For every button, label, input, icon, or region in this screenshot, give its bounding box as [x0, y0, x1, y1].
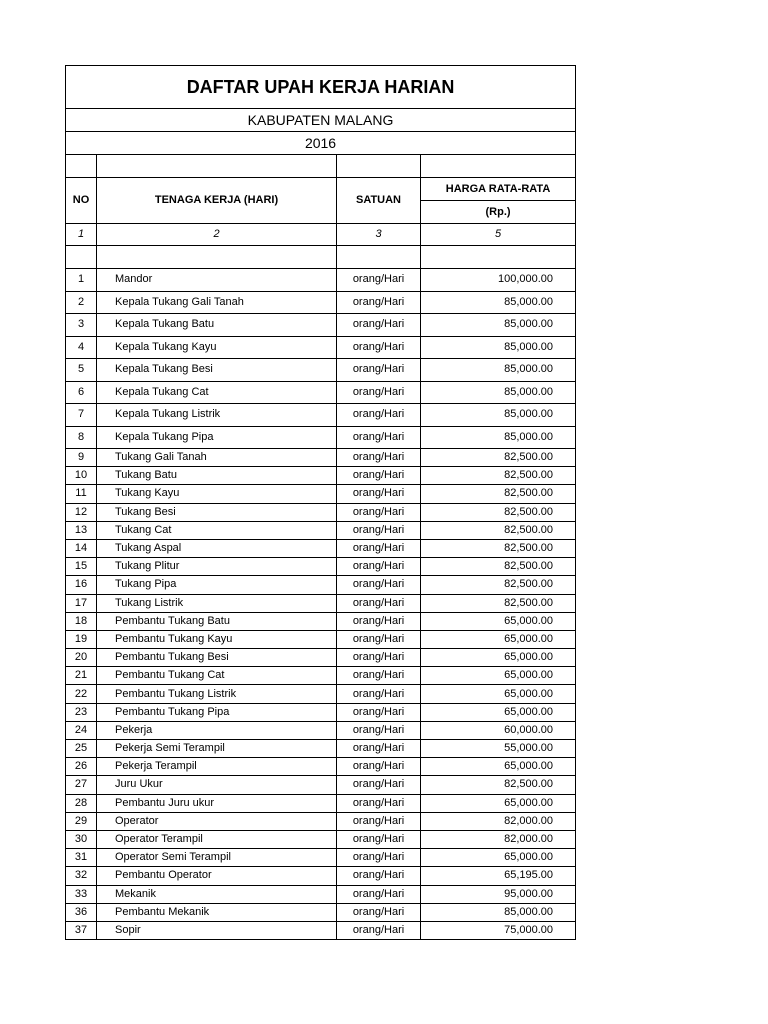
row-price: 55,000.00: [421, 740, 576, 758]
row-labor-name: Kepala Tukang Cat: [97, 381, 337, 404]
table-row: [66, 667, 576, 685]
row-unit: orang/Hari: [337, 794, 421, 812]
row-no: 3: [66, 314, 97, 337]
column-number: 5: [421, 224, 576, 246]
table-row: [66, 649, 576, 667]
row-unit: orang/Hari: [337, 359, 421, 382]
row-unit: orang/Hari: [337, 269, 421, 292]
table-row: [66, 314, 576, 337]
row-price: 100,000.00: [421, 269, 576, 292]
row-labor-name: Pembantu Mekanik: [97, 903, 337, 921]
row-no: 6: [66, 381, 97, 404]
row-price: 82,000.00: [421, 812, 576, 830]
row-no: 13: [66, 521, 97, 539]
row-price: 82,500.00: [421, 467, 576, 485]
table-row: [66, 758, 576, 776]
row-labor-name: Mandor: [97, 269, 337, 292]
row-unit: orang/Hari: [337, 336, 421, 359]
row-price: 85,000.00: [421, 314, 576, 337]
row-price: 82,500.00: [421, 521, 576, 539]
row-labor-name: Kepala Tukang Batu: [97, 314, 337, 337]
table-row: [66, 630, 576, 648]
row-price: 65,000.00: [421, 685, 576, 703]
row-unit: orang/Hari: [337, 594, 421, 612]
row-unit: orang/Hari: [337, 685, 421, 703]
row-unit: orang/Hari: [337, 449, 421, 467]
row-labor-name: Pembantu Tukang Besi: [97, 649, 337, 667]
row-no: 24: [66, 721, 97, 739]
row-price: 82,500.00: [421, 485, 576, 503]
row-no: 14: [66, 539, 97, 557]
row-labor-name: Pembantu Tukang Batu: [97, 612, 337, 630]
table-row: [66, 703, 576, 721]
table-row: [66, 849, 576, 867]
row-labor-name: Pembantu Tukang Pipa: [97, 703, 337, 721]
row-no: 37: [66, 921, 97, 939]
table-row: [66, 721, 576, 739]
row-unit: orang/Hari: [337, 539, 421, 557]
row-price: 65,000.00: [421, 649, 576, 667]
row-price: 85,000.00: [421, 291, 576, 314]
row-price: 60,000.00: [421, 721, 576, 739]
row-no: 36: [66, 903, 97, 921]
table-row: [66, 521, 576, 539]
row-price: 75,000.00: [421, 921, 576, 939]
row-price: 82,000.00: [421, 830, 576, 848]
row-price: 65,000.00: [421, 630, 576, 648]
table-row: [66, 404, 576, 427]
row-unit: orang/Hari: [337, 830, 421, 848]
row-no: 31: [66, 849, 97, 867]
row-no: 32: [66, 867, 97, 885]
row-price: 85,000.00: [421, 336, 576, 359]
row-labor-name: Pekerja Semi Terampil: [97, 740, 337, 758]
row-unit: orang/Hari: [337, 812, 421, 830]
table-row: [66, 291, 576, 314]
row-price: 82,500.00: [421, 558, 576, 576]
table-row: [66, 594, 576, 612]
row-no: 19: [66, 630, 97, 648]
table-row: [66, 359, 576, 382]
row-no: 10: [66, 467, 97, 485]
blank-cell: [337, 155, 421, 178]
table-row: [66, 539, 576, 557]
row-labor-name: Tukang Batu: [97, 467, 337, 485]
row-labor-name: Kepala Tukang Kayu: [97, 336, 337, 359]
header-no: NO: [66, 178, 97, 224]
table-row: [66, 812, 576, 830]
row-no: 26: [66, 758, 97, 776]
table-row: [66, 381, 576, 404]
table-row: [66, 830, 576, 848]
row-price: 65,000.00: [421, 612, 576, 630]
table-row: [66, 503, 576, 521]
table-row: [66, 558, 576, 576]
row-labor-name: Tukang Cat: [97, 521, 337, 539]
table-row: [66, 867, 576, 885]
header-labor: TENAGA KERJA (HARI): [97, 178, 337, 224]
row-unit: orang/Hari: [337, 776, 421, 794]
row-no: 23: [66, 703, 97, 721]
table-row: [66, 426, 576, 449]
row-price: 65,195.00: [421, 867, 576, 885]
row-labor-name: Pembantu Tukang Kayu: [97, 630, 337, 648]
table-row: [66, 921, 576, 939]
blank-cell: [421, 155, 576, 178]
row-labor-name: Pekerja Terampil: [97, 758, 337, 776]
row-unit: orang/Hari: [337, 903, 421, 921]
row-no: 28: [66, 794, 97, 812]
row-labor-name: Operator: [97, 812, 337, 830]
row-price: 85,000.00: [421, 404, 576, 427]
header-price-top: HARGA RATA-RATA: [421, 178, 576, 201]
document-subtitle: KABUPATEN MALANG: [66, 109, 576, 132]
row-unit: orang/Hari: [337, 867, 421, 885]
row-no: 29: [66, 812, 97, 830]
table-row: [66, 885, 576, 903]
blank-cell: [66, 246, 97, 269]
row-no: 25: [66, 740, 97, 758]
row-no: 9: [66, 449, 97, 467]
row-price: 82,500.00: [421, 576, 576, 594]
row-unit: orang/Hari: [337, 921, 421, 939]
row-no: 21: [66, 667, 97, 685]
wage-table: [65, 65, 576, 940]
row-labor-name: Kepala Tukang Listrik: [97, 404, 337, 427]
row-unit: orang/Hari: [337, 612, 421, 630]
row-price: 65,000.00: [421, 758, 576, 776]
row-price: 85,000.00: [421, 903, 576, 921]
table-row: [66, 685, 576, 703]
row-price: 82,500.00: [421, 449, 576, 467]
row-no: 4: [66, 336, 97, 359]
row-no: 33: [66, 885, 97, 903]
row-unit: orang/Hari: [337, 885, 421, 903]
row-unit: orang/Hari: [337, 503, 421, 521]
row-no: 17: [66, 594, 97, 612]
row-price: 82,500.00: [421, 539, 576, 557]
row-unit: orang/Hari: [337, 291, 421, 314]
row-unit: orang/Hari: [337, 667, 421, 685]
row-unit: orang/Hari: [337, 467, 421, 485]
header-price-bottom: (Rp.): [421, 201, 576, 224]
row-no: 20: [66, 649, 97, 667]
blank-cell: [97, 246, 337, 269]
row-unit: orang/Hari: [337, 849, 421, 867]
header-unit: SATUAN: [337, 178, 421, 224]
column-number: 3: [337, 224, 421, 246]
row-price: 82,500.00: [421, 503, 576, 521]
row-labor-name: Mekanik: [97, 885, 337, 903]
document-year: 2016: [66, 132, 576, 155]
column-number: 2: [97, 224, 337, 246]
table-row: [66, 485, 576, 503]
row-labor-name: Kepala Tukang Gali Tanah: [97, 291, 337, 314]
row-price: 65,000.00: [421, 703, 576, 721]
row-labor-name: Operator Semi Terampil: [97, 849, 337, 867]
row-unit: orang/Hari: [337, 521, 421, 539]
row-labor-name: Pembantu Juru ukur: [97, 794, 337, 812]
document-title: DAFTAR UPAH KERJA HARIAN: [66, 66, 576, 109]
wage-table-sheet: [65, 65, 575, 940]
row-labor-name: Kepala Tukang Besi: [97, 359, 337, 382]
row-labor-name: Tukang Plitur: [97, 558, 337, 576]
row-no: 1: [66, 269, 97, 292]
table-row: [66, 612, 576, 630]
row-unit: orang/Hari: [337, 703, 421, 721]
row-labor-name: Tukang Listrik: [97, 594, 337, 612]
row-unit: orang/Hari: [337, 426, 421, 449]
row-price: 95,000.00: [421, 885, 576, 903]
table-row: [66, 449, 576, 467]
blank-cell: [337, 246, 421, 269]
row-unit: orang/Hari: [337, 721, 421, 739]
row-unit: orang/Hari: [337, 485, 421, 503]
row-labor-name: Juru Ukur: [97, 776, 337, 794]
table-row: [66, 269, 576, 292]
row-no: 15: [66, 558, 97, 576]
table-row: [66, 776, 576, 794]
row-labor-name: Tukang Gali Tanah: [97, 449, 337, 467]
row-labor-name: Tukang Aspal: [97, 539, 337, 557]
blank-cell: [66, 155, 97, 178]
table-row: [66, 336, 576, 359]
row-labor-name: Pekerja: [97, 721, 337, 739]
row-no: 22: [66, 685, 97, 703]
row-unit: orang/Hari: [337, 404, 421, 427]
blank-cell: [421, 246, 576, 269]
table-row: [66, 903, 576, 921]
row-labor-name: Pembantu Operator: [97, 867, 337, 885]
row-unit: orang/Hari: [337, 576, 421, 594]
row-price: 85,000.00: [421, 359, 576, 382]
row-unit: orang/Hari: [337, 649, 421, 667]
row-unit: orang/Hari: [337, 630, 421, 648]
row-labor-name: Tukang Besi: [97, 503, 337, 521]
table-row: [66, 794, 576, 812]
row-unit: orang/Hari: [337, 314, 421, 337]
table-row: [66, 740, 576, 758]
row-unit: orang/Hari: [337, 758, 421, 776]
row-labor-name: Pembantu Tukang Cat: [97, 667, 337, 685]
row-no: 2: [66, 291, 97, 314]
row-price: 85,000.00: [421, 426, 576, 449]
row-no: 27: [66, 776, 97, 794]
row-labor-name: Pembantu Tukang Listrik: [97, 685, 337, 703]
row-no: 16: [66, 576, 97, 594]
row-no: 30: [66, 830, 97, 848]
row-labor-name: Operator Terampil: [97, 830, 337, 848]
row-labor-name: Tukang Kayu: [97, 485, 337, 503]
row-price: 65,000.00: [421, 794, 576, 812]
row-unit: orang/Hari: [337, 740, 421, 758]
row-price: 65,000.00: [421, 849, 576, 867]
table-row: [66, 576, 576, 594]
row-no: 5: [66, 359, 97, 382]
row-no: 18: [66, 612, 97, 630]
row-labor-name: Sopir: [97, 921, 337, 939]
table-row: [66, 467, 576, 485]
row-price: 65,000.00: [421, 667, 576, 685]
row-price: 85,000.00: [421, 381, 576, 404]
row-price: 82,500.00: [421, 594, 576, 612]
row-no: 11: [66, 485, 97, 503]
row-unit: orang/Hari: [337, 381, 421, 404]
row-unit: orang/Hari: [337, 558, 421, 576]
row-price: 82,500.00: [421, 776, 576, 794]
column-number: 1: [66, 224, 97, 246]
row-no: 12: [66, 503, 97, 521]
row-labor-name: Kepala Tukang Pipa: [97, 426, 337, 449]
row-labor-name: Tukang Pipa: [97, 576, 337, 594]
row-no: 7: [66, 404, 97, 427]
blank-cell: [97, 155, 337, 178]
row-no: 8: [66, 426, 97, 449]
